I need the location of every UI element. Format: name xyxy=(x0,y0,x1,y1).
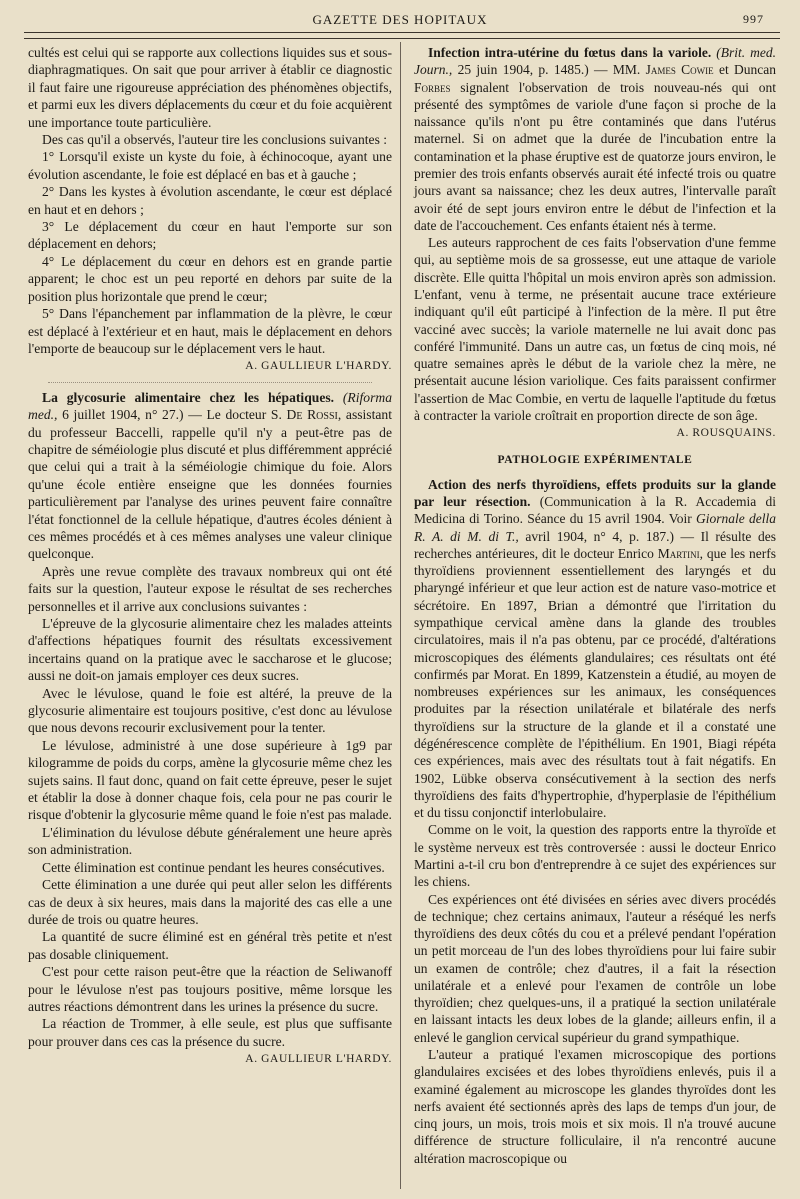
reference-detail: 6 juillet 1904, n° 27.) — Le docteur xyxy=(62,407,267,423)
conjunction: et Duncan xyxy=(718,62,777,78)
article-title: La glycosurie alimentaire chez les hépatiques. xyxy=(42,389,335,405)
article-lead xyxy=(414,476,776,822)
header-rule xyxy=(24,32,780,33)
article-lead xyxy=(414,44,776,234)
paragraph: La quantité de sucre éliminé est en général très petite et n'est pas dosable cliniquement. xyxy=(28,929,392,962)
article-title: Action des nerfs thyroïdiens, effets produits sur la glande par leur résection. xyxy=(414,476,776,510)
column-divider xyxy=(400,42,401,1189)
journal-title: GAZETTE DES HOPITAUX xyxy=(312,12,488,27)
paragraph: Comme on le voit, la question des rapports entre la thyroïde et le système nerveux est très controversée : aussi le docteur Enrico Martini a-t-il cru bon d'entreprendre à ce sujet des expériences sur les chiens. xyxy=(414,822,776,890)
author-signature: A. ROUSQUAINS. xyxy=(676,427,776,440)
journal-reference: (Brit. med. Journ., xyxy=(414,45,776,78)
paragraph: Le lévulose, administré à une dose supérieure à 1g9 par kilogramme de poids du corps, amène la glycosurie même chez les sujets sains. Il faut donc, quand on fait cette épreuve, peser le sujet et établir la dose à donner chaque fois, cela pour ne pas courir le risque d'obtenir la glycosurie même quand le foie n'est pas malade. xyxy=(28,737,392,823)
paragraph-text: que les nerfs thyroïdiens proviennent essentiellement des laryngés et du pharyngé inférieur et que leur action est de nature vaso-motrice et sécrétoire. En 1897, Brian a démontré que l'irritation du sympathique cervical amène dans la glande des troubles circulatoires, mais il n'a pas obtenu, par ce procédé, d'altérations microscopiques des éléments glandulaires; ces résultats ont été confirmés par Morat. En 1899, Katzenstein a étudié, au moyen de nombreuses expériences sur les animaux, les conséquences produites par la résection unilatérale et bilatérale des nerfs thyroïdiens sur la structure de la glande et il a constaté une dégénérescence complète de l'épithélium. En 1901, Biagi répéta ces expériences, mais avec des résultats tout à fait négatifs. En 1902, Lübke observa consécutivement à la section des nerfs thyroïdiens des faits d'hypertrophie, d'hyperplasie de l'épithélium et du tissu conjonctif interlobulaire. xyxy=(414,545,776,821)
paragraph: Ces expériences ont été divisées en séries avec divers procédés de technique; chez certains animaux, l'auteur a réséqué les nerfs thyroïdiens des deux côtés du cou et a prélevé pendant l'opération un petit morceau de l'un des lobes thyroïdiens pour lui faire subir un examen de contrôle; chez d'autres, il a fait la résection unilatérale et a enlevé pour l'examen de contrôle un lobe thyroïdien; chez quelques-uns, il a pratiqué la section unilatérale en laissant intacts les deux lobes de la glande; ailleurs enfin, il a enlevé le ganglion cervical supérieur du grand sympathique. xyxy=(414,891,776,1045)
author-name: S. De Rossi, xyxy=(270,407,342,423)
paragraph-text: assistant du professeur Baccelli, rappelle qu'il n'y a peut-être pas de chapitre de séméiologie plus discuté et plus différemment apprécié que celui qui a trait à la séméiologie chimique du foie. Alors qu'une école entière enseigne que les données fournies particulièrement par l'analyse des urines peuvent faire connaître l'état fonctionnel de la cellule hépatique, d'autres écoles dénient à ces mêmes procédés et à ces mêmes analyses une valeur clinique quelconque. xyxy=(28,407,392,562)
paragraph: C'est pour cette raison peut-être que la réaction de Seliwanoff pour le lévulose n'est pas toujours positive, même lorsque les autres réactions démontrent dans les urines la présence du sucre. xyxy=(28,964,392,1014)
paragraph: Avec le lévulose, quand le foie est altéré, la preuve de la glycosurie alimentaire est toujours positive, c'est donc au lévulose que nous devons recourir exclusivement pour la tenter. xyxy=(28,685,392,736)
author-name: James Cowie xyxy=(645,62,714,78)
header-rule-thin xyxy=(24,38,780,39)
left-column xyxy=(28,44,392,1069)
paragraph: Des cas qu'il a observés, l'auteur tire les conclusions suivantes : xyxy=(42,132,388,148)
conclusion-item: 4° Le déplacement du cœur en dehors est en grande partie apparent; le choc est un peu reporté en dehors par suite de la position plus horizontale que prend le cœur; xyxy=(28,253,392,304)
author-signature: A. GAULLIEUR L'HARDY. xyxy=(245,360,392,373)
section-heading: PATHOLOGIE EXPÉRIMENTALE xyxy=(497,454,693,467)
paragraph: Cette élimination est continue pendant les heures consécutives. xyxy=(42,859,385,875)
conclusion-item: 3° Le déplacement du cœur en haut l'emporte sur son déplacement en dehors; xyxy=(28,219,392,252)
paragraph: L'élimination du lévulose débute généralement une heure après son administration. xyxy=(28,824,392,858)
reference-detail: avril 1904, n° 4, p. 187.) — Il résulte des recherches antérieures, dit le docteur Enrico xyxy=(414,528,776,561)
reference-detail: 25 juin 1904, p. 1485.) — MM. xyxy=(457,62,641,78)
journal-reference: (Riforma med., xyxy=(28,389,392,423)
conclusion-item: 1° Lorsqu'il existe un kyste du foie, à échinocoque, ayant une évolution ascendante, le foie est déplacé en bas et à gauche ; xyxy=(28,149,392,182)
article-title: Infection intra-utérine du fœtus dans la variole. xyxy=(428,45,712,60)
paragraph: cultés est celui qui se rapporte aux collections liquides sus et sous-diaphragmatiques. On sait que pour arriver à établir ce diagnostic il faut faire une rigoureuse appréciation des phénomènes objectifs, et parmi eux les divers déplacements du cœur et du foie acquièrent une importance toute particulière. xyxy=(28,45,392,130)
right-column xyxy=(414,44,776,1167)
article-separator xyxy=(48,382,372,383)
page-header xyxy=(24,8,776,30)
paragraph: Cette élimination a une durée qui peut aller selon les différents cas de deux à six heures, mais dans la majorité des cas elle a une durée de trois ou quatre heures. xyxy=(28,877,392,927)
paragraph: Après une revue complète des travaux nombreux qui ont été faits sur la question, l'auteur expose le résultat de ses recherches personnelles et il arrive aux conclusions suivantes : xyxy=(28,563,392,614)
paragraph: L'épreuve de la glycosurie alimentaire chez les malades atteints d'affections hépatiques fournit des résultats excessivement incertains quand on la pratique avec le saccharose et le glucose; aussi ne doit-on jamais employer ces deux sucres. xyxy=(28,616,392,684)
paragraph-text: signalent l'observation de trois nouveau-nés qui ont présenté des symptômes de variole d'une façon si proche de la naissance qu'ils n'ont pu être contaminés que dans l'utérus maternel. Si on admet que la durée de l'incubation entre la contamination et la phase éruptive est de quatorze jours environ, le premier des trois enfants observés aurait été infecté trois ou quatre jours avant sa naissance; chez les deux autres, l'intervalle paraît avoir été de sept jours environ entre le début de l'infection et la date de l'accouchement. Ces enfants étaient nés à terme. xyxy=(414,79,776,233)
conclusion-item: 2° Dans les kystes à évolution ascendante, le cœur est déplacé en haut et en dehors ; xyxy=(28,184,392,217)
author-name: Martini, xyxy=(657,545,704,561)
paragraph: Les auteurs rapprochent de ces faits l'observation d'une femme qui, au septième mois de sa grossesse, eut une attaque de variole discrète. Elle quitta l'hôpital un mois environ après son admission. L'enfant, venu à terme, ne présentait aucune trace extérieure indiquant qu'il eût participé à l'infection de la mère. Il put être vacciné avec succès; la variole maternelle ne lui avait donc pas conféré l'immunité. Dans un autre cas, un fœtus de cinq mois, né quatre semaines après le début de la variole chez la mère, ne présentait aucune lésion variolique. Ces faits paraissent confirmer l'assertion de Mac Combie, en vertu de laquelle l'aptitude du fœtus à contracter la variole croîtrait en proportion directe de son âge. xyxy=(414,235,776,423)
author-signature: A. GAULLIEUR L'HARDY. xyxy=(245,1053,392,1066)
paragraph: La réaction de Trommer, à elle seule, est plus que suffisante pour prouver dans ces cas la présence du sucre. xyxy=(28,1016,392,1049)
journal-reference: Giornale della R. A. di M. di T., xyxy=(414,511,776,544)
page-number: 997 xyxy=(743,12,764,26)
article-lead xyxy=(28,389,392,563)
paragraph: L'auteur a pratiqué l'examen microscopique des portions glandulaires excisées et des lobes thyroïdiens enlevés, puis il a examiné également au microscope les glandes thyroïdes dont les nerfs avaient été sectionnés après des laps de temps d'un jour, de cinq jours, un mois, trois mois et six mois. Il n'a trouvé aucune différence de structure folliculaire, il n'a rencontré aucune altération macroscopique ou xyxy=(414,1047,776,1166)
conclusion-item: 5° Dans l'épanchement par inflammation de la plèvre, le cœur est déplacé à l'extérieur et en haut, mais le déplacement en dehors l'emporte de beaucoup sur le déplacement vers le haut. xyxy=(28,306,392,356)
reference-detail: (Communication à la R. Accademia di Medicina di Torino. Séance du 15 avril 1904. Voir xyxy=(414,494,776,527)
author-name: Forbes xyxy=(414,79,451,95)
